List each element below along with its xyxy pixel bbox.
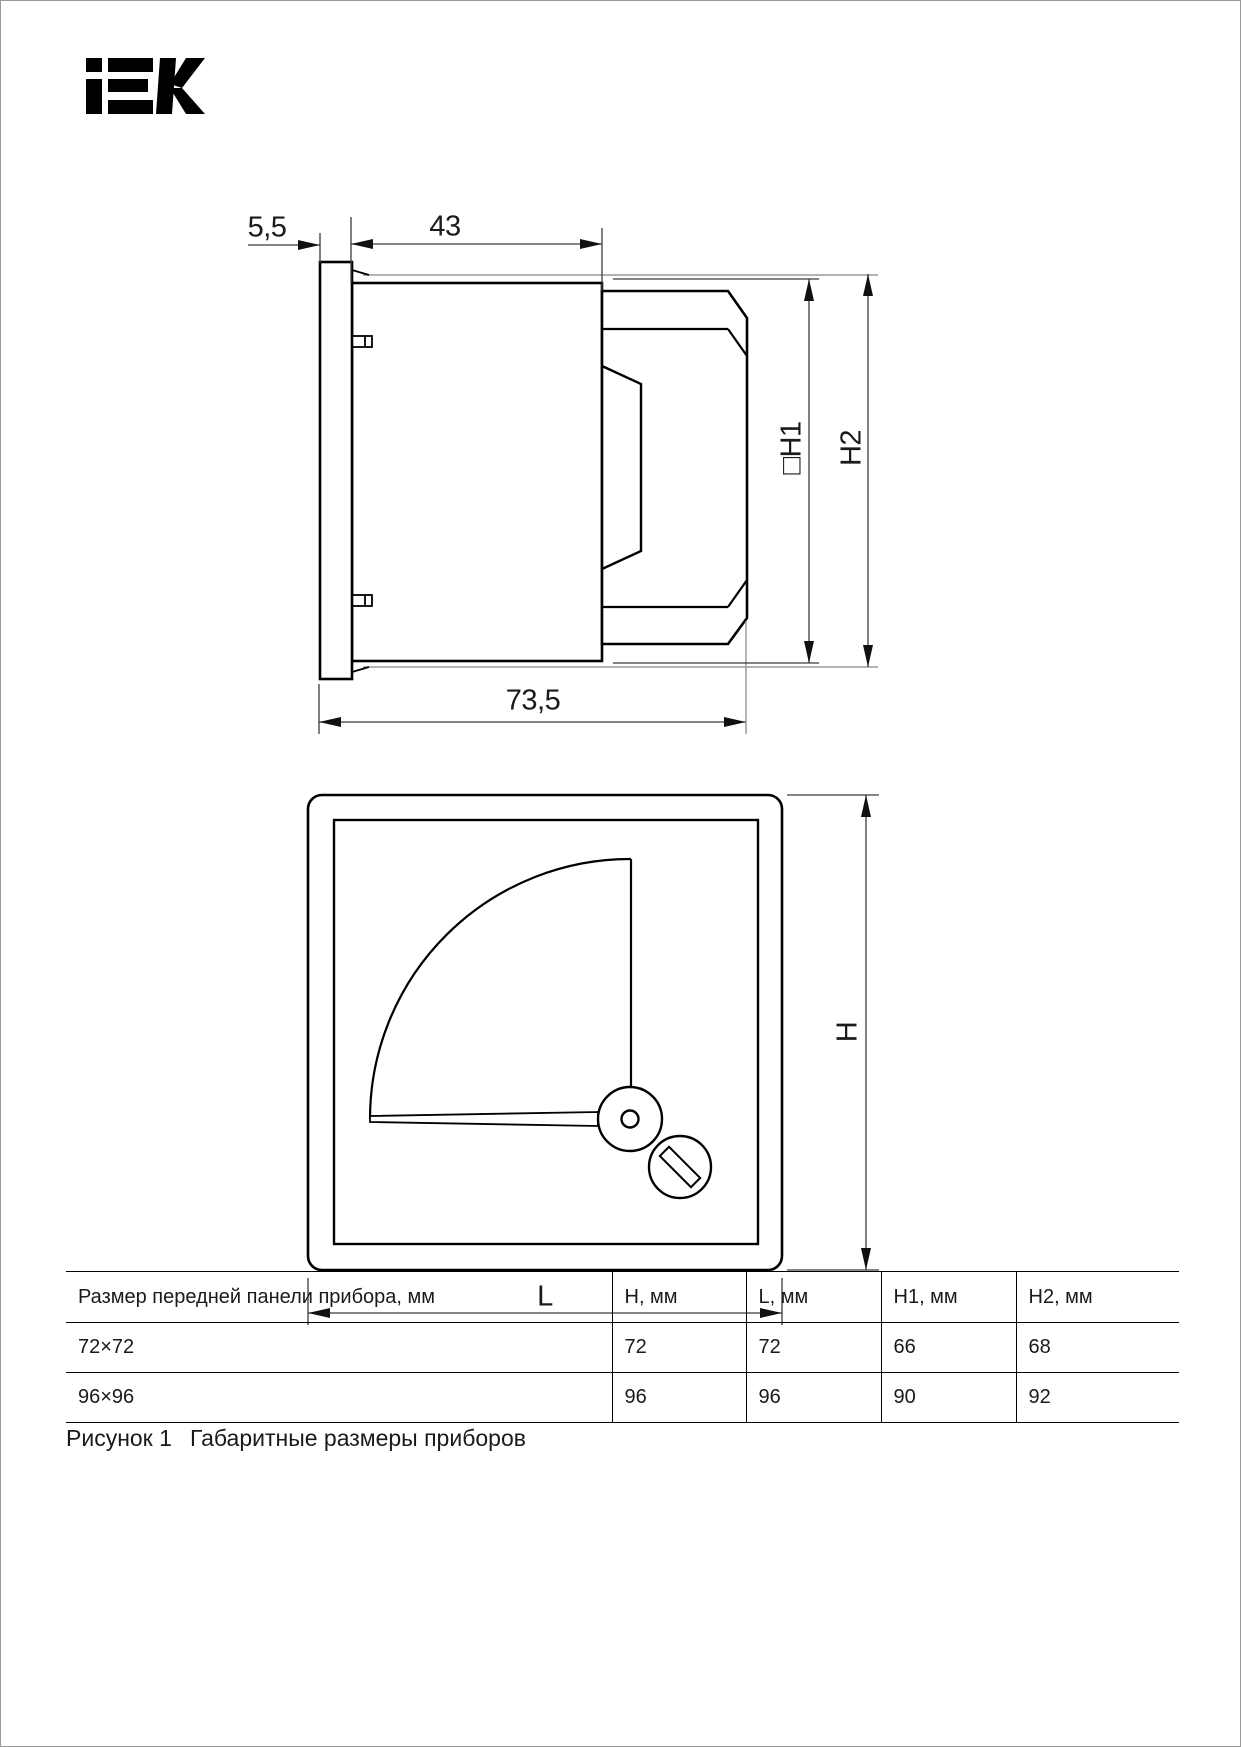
- table-header-row: [66, 1272, 1179, 1323]
- front-view-drawing: [308, 795, 782, 1270]
- cell-l: 96: [746, 1373, 881, 1423]
- dim-label-front-height: H: [831, 1021, 864, 1043]
- cell-h1: 66: [881, 1323, 1016, 1373]
- dim-label-h1: □H1: [775, 421, 808, 475]
- cell-panel-size: 96×96: [66, 1373, 612, 1423]
- cell-h2: 92: [1016, 1373, 1179, 1423]
- col-header-h2: H2, мм: [1016, 1272, 1179, 1323]
- cell-h1: 90: [881, 1373, 1016, 1423]
- dim-label-h2: H2: [835, 429, 868, 467]
- table-row: [66, 1323, 1179, 1373]
- figure-label: Рисунок 1: [66, 1425, 172, 1451]
- dim-label-flange-thickness: 5,5: [247, 211, 287, 244]
- dimensions-table: [66, 1271, 1179, 1423]
- cell-h: 72: [612, 1323, 746, 1373]
- cell-h2: 68: [1016, 1323, 1179, 1373]
- dim-label-total-depth: 73,5: [505, 684, 561, 717]
- cell-h: 96: [612, 1373, 746, 1423]
- col-header-h1: H1, мм: [881, 1272, 1016, 1323]
- col-header-l: L, мм: [746, 1272, 881, 1323]
- technical-drawing: [1, 1, 1241, 1747]
- dim-label-body-depth: 43: [429, 210, 461, 243]
- col-header-panel-size: Размер передней панели прибора, мм: [66, 1272, 612, 1323]
- col-header-h: H, мм: [612, 1272, 746, 1323]
- figure-title: Габаритные размеры приборов: [189, 1425, 526, 1451]
- table-row: [66, 1373, 1179, 1423]
- figure-caption: [66, 1425, 526, 1452]
- cell-panel-size: 72×72: [66, 1323, 612, 1373]
- dim-label-front-width: L: [537, 1280, 553, 1313]
- cell-l: 72: [746, 1323, 881, 1373]
